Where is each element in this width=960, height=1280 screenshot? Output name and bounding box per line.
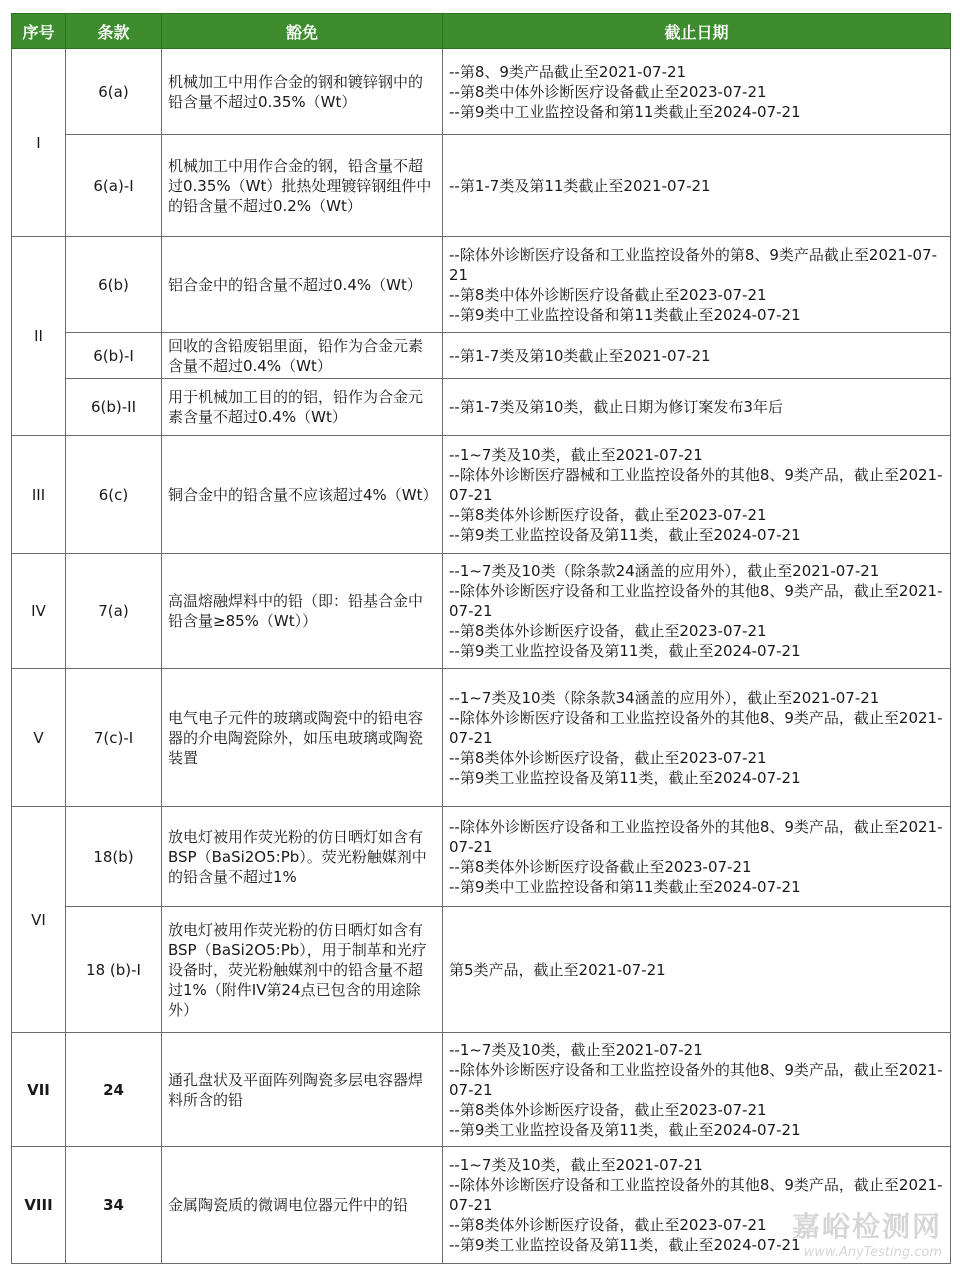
deadline-cell: [443, 237, 951, 333]
watermark: [792, 1205, 942, 1260]
exemption-cell: 用于机械加工目的的铝，铅作为合金元素含量不超过0.4%（Wt）: [162, 379, 443, 436]
deadline-line: --除体外诊断医疗设备和工业监控设备外的其他8、9类产品，截止至2021-07-21: [449, 1176, 943, 1214]
deadline-line: --第8类体外诊断医疗设备，截止至2023-07-21: [449, 1100, 767, 1119]
table-row: [12, 333, 951, 379]
exemption-cell: 机械加工中用作合金的钢，铅含量不超过0.35%（Wt）批热处理镀锌钢组件中的铅含量不超过0.2%（Wt）: [162, 135, 443, 237]
clause-cell: 6(c): [66, 436, 162, 554]
deadline-line: --除体外诊断医疗设备和工业监控设备外的第8、9类产品截止至2021-07-21: [449, 245, 938, 284]
exemption-cell: 铜合金中的铅含量不应该超过4%（Wt）: [162, 436, 443, 554]
header-exemption: 豁免: [162, 14, 443, 49]
deadline-line: --1~7类及10类，截止至2021-07-21: [449, 1156, 703, 1174]
deadline-cell: [443, 333, 951, 379]
table-body: [12, 49, 951, 1264]
deadline-line: --除体外诊断医疗设备和工业监控设备外的其他8、9类产品，截止至2021-07-21: [449, 708, 943, 747]
exemption-cell: 通孔盘状及平面阵列陶瓷多层电容器焊料所含的铅: [162, 1033, 443, 1147]
deadline-line: --第8类体外诊断医疗设备，截止至2023-07-21: [449, 505, 767, 524]
deadline-cell: [443, 135, 951, 237]
exemption-table: [11, 13, 951, 1264]
deadline-cell: [443, 554, 951, 669]
deadline-line: --第8类体外诊断医疗设备，截止至2023-07-21: [449, 748, 767, 767]
deadline-line: --第9类工业监控设备及第11类，截止至2024-07-21: [449, 1120, 801, 1139]
deadline-line: --第8类体外诊断医疗设备截止至2023-07-21: [449, 857, 752, 876]
clause-cell: 6(a): [66, 49, 162, 135]
seq-cell: V: [12, 669, 66, 807]
deadline-line: --第9类工业监控设备及第11类，截止至2024-07-21: [449, 642, 801, 660]
exemption-cell: 电气电子元件的玻璃或陶瓷中的铅电容器的介电陶瓷除外，如压电玻璃或陶瓷装置: [162, 669, 443, 807]
deadline-line: --第8类中体外诊断医疗设备截止至2023-07-21: [449, 285, 767, 304]
clause-cell: 18(b): [66, 807, 162, 907]
clause-cell: 34: [66, 1147, 162, 1264]
deadline-line: --除体外诊断医疗设备和工业监控设备外的其他8、9类产品，截止至2021-07-21: [449, 817, 943, 856]
deadline-line: --第9类工业监控设备及第11类，截止至2024-07-21: [449, 768, 801, 787]
deadline-line: 第5类产品，截止至2021-07-21: [449, 960, 666, 979]
table-row: [12, 49, 951, 135]
deadline-line: --第8、9类产品截止至2021-07-21: [449, 62, 687, 81]
clause-cell: 6(a)-I: [66, 135, 162, 237]
deadline-line: --第9类中工业监控设备和第11类截止至2024-07-21: [449, 305, 801, 324]
deadline-line: --除体外诊断医疗设备和工业监控设备外的其他8、9类产品，截止至2021-07-21: [449, 582, 943, 620]
table-row: [12, 554, 951, 669]
table-row: [12, 135, 951, 237]
deadline-line: --除体外诊断医疗器械和工业监控设备外的其他8、9类产品，截止至2021-07-21: [449, 465, 943, 504]
clause-cell: 6(b)-I: [66, 333, 162, 379]
header-deadline: 截止日期: [443, 14, 951, 49]
deadline-line: --第8类中体外诊断医疗设备截止至2023-07-21: [449, 82, 767, 101]
seq-cell: IV: [12, 554, 66, 669]
deadline-line: --第1-7类及第10类，截止日期为修订案发布3年后: [449, 398, 783, 416]
seq-cell: III: [12, 436, 66, 554]
seq-cell: VIII: [12, 1147, 66, 1264]
deadline-cell: [443, 907, 951, 1033]
clause-cell: 7(c)-I: [66, 669, 162, 807]
exemption-cell: 回收的含铅废铝里面，铅作为合金元素含量不超过0.4%（Wt）: [162, 333, 443, 379]
deadline-line: --第9类工业监控设备及第11类，截止至2024-07-21: [449, 1236, 801, 1254]
deadline-line: --除体外诊断医疗设备和工业监控设备外的其他8、9类产品，截止至2021-07-21: [449, 1060, 943, 1099]
clause-cell: 6(b)-II: [66, 379, 162, 436]
watermark-en: www.AnyTesting.com: [803, 1245, 942, 1260]
deadline-line: --1~7类及10类，截止至2021-07-21: [449, 445, 703, 464]
deadline-cell: [443, 436, 951, 554]
table-row: [12, 807, 951, 907]
deadline-line: --1~7类及10类（除条款34涵盖的应用外），截止至2021-07-21: [449, 688, 880, 707]
deadline-line: --1~7类及10类，截止至2021-07-21: [449, 1040, 703, 1059]
deadline-line: --第9类中工业监控设备和第11类截止至2024-07-21: [449, 877, 801, 896]
deadline-line: --第1-7类及第10类截止至2021-07-21: [449, 346, 711, 365]
exemption-cell: 高温熔融焊料中的铅（即：铅基合金中铅含量≥85%（Wt））: [162, 554, 443, 669]
exemption-cell: 放电灯被用作荧光粉的仿日晒灯如含有BSP（BaSi2O5:Pb），用于制革和光疗设备时，荧光粉触媒剂中的铅含量不超过1%（附件IV第24点已包含的用途除外）: [162, 907, 443, 1033]
clause-cell: 24: [66, 1033, 162, 1147]
clause-cell: 7(a): [66, 554, 162, 669]
deadline-line: --第9类工业监控设备及第11类，截止至2024-07-21: [449, 525, 801, 544]
exemption-cell: 金属陶瓷质的微调电位器元件中的铅: [162, 1147, 443, 1264]
seq-cell: II: [12, 237, 66, 436]
seq-cell: VI: [12, 807, 66, 1033]
table-header-row: [12, 14, 951, 49]
exemption-cell: 机械加工中用作合金的钢和镀锌钢中的铅含量不超过0.35%（Wt）: [162, 49, 443, 135]
deadline-cell: [443, 807, 951, 907]
seq-cell: VII: [12, 1033, 66, 1147]
seq-cell: I: [12, 49, 66, 237]
clause-cell: 18 (b)-I: [66, 907, 162, 1033]
table-row: [12, 1033, 951, 1147]
clause-cell: 6(b): [66, 237, 162, 333]
deadline-line: --第9类中工业监控设备和第11类截止至2024-07-21: [449, 102, 801, 121]
header-seq: 序号: [12, 14, 66, 49]
exemption-cell: 铝合金中的铅含量不超过0.4%（Wt）: [162, 237, 443, 333]
table-row: [12, 669, 951, 807]
deadline-cell: [443, 1033, 951, 1147]
deadline-line: --第1-7类及第11类截止至2021-07-21: [449, 176, 711, 195]
table-row: [12, 907, 951, 1033]
deadline-cell: [443, 669, 951, 807]
exemption-cell: 放电灯被用作荧光粉的仿日晒灯如含有BSP（BaSi2O5:Pb）。荧光粉触媒剂中的铅含量不超过1%: [162, 807, 443, 907]
table-row: [12, 436, 951, 554]
deadline-line: --1~7类及10类（除条款24涵盖的应用外），截止至2021-07-21: [449, 562, 880, 580]
watermark-cn: 嘉峪检测网: [791, 1210, 942, 1243]
deadline-cell: [443, 49, 951, 135]
deadline-line: --第8类体外诊断医疗设备，截止至2023-07-21: [449, 622, 767, 640]
table-row: [12, 379, 951, 436]
header-clause: 条款: [66, 14, 162, 49]
deadline-line: --第8类体外诊断医疗设备，截止至2023-07-21: [449, 1216, 767, 1234]
deadline-cell: [443, 379, 951, 436]
table-row: [12, 237, 951, 333]
